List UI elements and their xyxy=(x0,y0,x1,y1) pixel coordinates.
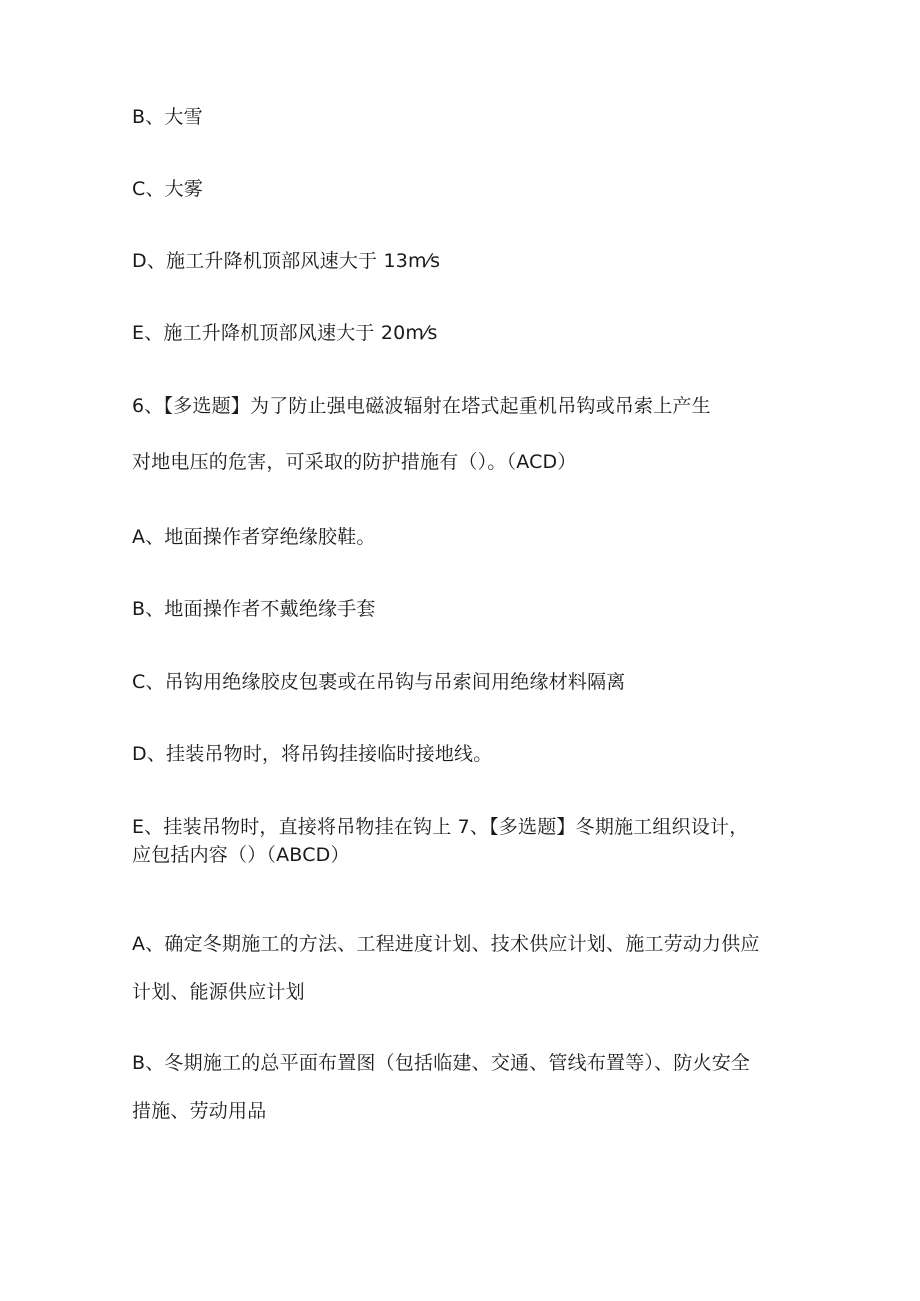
q7-option-a-line-2: 计划、能源供应计划 xyxy=(132,981,305,1003)
question-7-line-2: 应包括内容（）（ABCD） xyxy=(132,844,350,866)
q7-option-a-line-1: A、确定冬期施工的方法、工程进度计划、技术供应计划、施工劳动力供应 xyxy=(132,933,760,955)
q7-option-b-line-1: B、冬期施工的总平面布置图（包括临建、交通、管线布置等）、防火安全 xyxy=(132,1052,751,1074)
question-6-line-1: 6、【多选题】为了防止强电磁波辐射在塔式起重机吊钩或吊索上产生 xyxy=(132,395,711,417)
q6-option-d: D、挂装吊物时，将吊钩挂接临时接地线。 xyxy=(132,743,493,765)
q7-option-b-line-2: 措施、劳动用品 xyxy=(132,1100,267,1122)
question-6-line-2: 对地电压的危害，可采取的防护措施有（）。（ACD） xyxy=(132,451,577,473)
option-d-wind-13: D、施工升降机顶部风速大于 13m⁄s xyxy=(132,250,441,272)
q6-option-e-and-question-7: E、挂装吊物时，直接将吊物挂在钩上 7、【多选题】冬期施工组织设计， xyxy=(132,816,749,838)
option-b-heavy-snow: B、大雪 xyxy=(132,106,203,128)
q6-option-a: A、地面操作者穿绝缘胶鞋。 xyxy=(132,526,376,548)
q6-option-c: C、吊钩用绝缘胶皮包裹或在吊钩与吊索间用绝缘材料隔离 xyxy=(132,671,626,693)
option-e-wind-20: E、施工升降机顶部风速大于 20m⁄s xyxy=(132,322,438,344)
option-c-heavy-fog: C、大雾 xyxy=(132,178,204,200)
q6-option-b: B、地面操作者不戴绝缘手套 xyxy=(132,598,376,620)
